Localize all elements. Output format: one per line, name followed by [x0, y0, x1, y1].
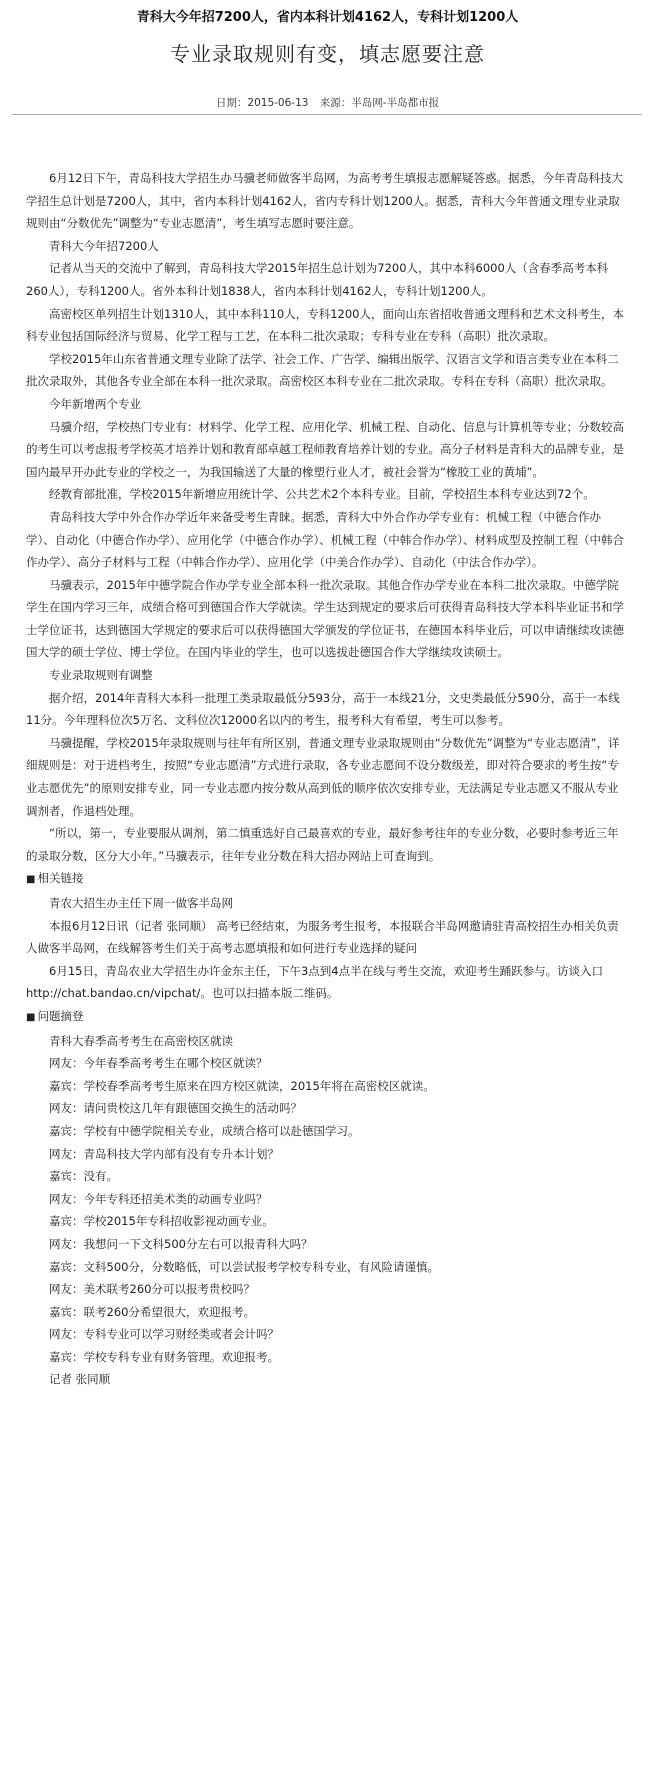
article-paragraph: 6月12日下午，青岛科技大学招生办马骥老师做客半岛网，为高考考生填报志愿解疑答惑。据悉，今年青岛科技大学招生总计划是7200人，其中，省内本科计划4162人，省内专科计划1200人。据悉，青科大今年普通文理专业录取规则由“分数优先”调整为“专业志愿清”，考生填写志愿时要注意。	[26, 171, 623, 231]
article-source: 来源：半岛网-半岛都市报	[319, 97, 440, 109]
article-kicker: 青科大今年招7200人，省内本科计划4162人，专科计划1200人	[136, 10, 519, 25]
article-paragraph: 马骥表示，2015年中德学院合作办学专业全部本科一批次录取。其他合作办学专业在本科二批次录取。中德学院学生在国内学习三年，成绩合格可到德国合作大学就读。学生达到规定的要求后可获得青岛科技大学本科毕业证书和学士学位证书，达到德国大学规定的要求后可以获得德国大学颁发的学位证书，在德国本科毕业后，可以申请继续攻读德国大学的硕士学位、博士学位。在国内毕业的学生，也可以选拔赴德国合作大学继续攻读硕士。	[26, 577, 624, 660]
article-body	[26, 167, 624, 1391]
subheading-or-line: 嘉宾：文科500分，分数略低，可以尝试报考学校专科专业，有风险请谨慎。	[49, 1259, 439, 1274]
article-paragraph: 本报6月12日讯（记者 张同顺） 高考已经结束，为服务考生报考，本报联合半岛网邀请驻青高校招生办相关负责人做客半岛网，在线解答考生们关于高考志愿填报和如何进行专业选择的疑问	[26, 918, 619, 956]
article-paragraph: 马骥提醒，学校2015年录取规则与往年有所区别，普通文理专业录取规则由“分数优先”调整为“专业志愿清”，详细规则是：对于进档考生，按照“专业志愿清”方式进行录取，各专业志愿间不设分数级差，即对符合要求的考生按“专业志愿优先”的原则安排专业，同一专业志愿内按分数从高到低的顺序依次安排专业，无法满足专业志愿又不服从专业调剂者，作退档处理。	[26, 735, 620, 818]
header-divider	[12, 114, 642, 115]
article-paragraph: 高密校区单列招生计划1310人，其中本科110人，专科1200人，面向山东省招收普通文理科和艺术文科考生，本科专业包括国际经济与贸易、化学工程与工艺，在本科二批次录取；专科专业在专科（高职）批次录取。	[26, 306, 624, 344]
subheading-or-line: 嘉宾：学校有中德学院相关专业，成绩合格可以赴德国学习。	[49, 1123, 360, 1138]
article-paragraph: 青岛科技大学中外合作办学近年来备受考生青睐。据悉，青科大中外合作办学专业有：机械工程（中德合作办学）、自动化（中德合作办学）、应用化学（中德合作办学）、机械工程（中韩合作办学）、材料成型及控制工程（中韩合作办学）、高分子材料与工程（中韩合作办学）、应用化学（中美合作办学）、自动化（中法合作办学）。	[26, 509, 624, 570]
subheading-or-line: 网友：今年春季高考考生在哪个校区就读？	[49, 1056, 268, 1071]
article-paragraph: 经教育部批准，学校2015年新增应用统计学、公共艺术2个本科专业。目前，学校招生本科专业达到72个。	[49, 487, 595, 502]
subheading-or-line: 嘉宾：学校春季高考考生原来在四方校区就读，2015年将在高密校区就读。	[49, 1078, 435, 1093]
subheading-or-line: 专业录取规则有调整	[49, 668, 153, 683]
article-paragraph: 马骥介绍，学校热门专业有：材料学、化学工程、应用化学、机械工程、自动化、信息与计算机等专业；分数较高的考生可以考虑报考学校英才培养计划和教育部卓越工程师教育培养计划的专业。高分子材料是青科大的品牌专业，是国内最早开办此专业的学校之一，为我国输送了大量的橡塑行业人才，被社会誉为“橡胶工业的黄埔”。	[26, 419, 624, 479]
article-date: 日期：2015-06-13	[215, 97, 309, 109]
subheading-or-line: 网友：美术联考260分可以报考贵校吗？	[49, 1282, 255, 1297]
subheading-or-line: 网友：请问贵校这几年有跟德国交换生的活动吗？	[49, 1101, 302, 1116]
article-paragraph: 记者从当天的交流中了解到，青岛科技大学2015年招生总计划为7200人，其中本科6000人（含春季高考本科260人），专科1200人。省外本科计划1838人，省内本科计划4162人，专科计划1200人。	[26, 261, 609, 298]
subheading-or-line: 嘉宾：学校2015年专科招收影视动画专业。	[49, 1214, 274, 1229]
subheading-or-line: 网友：我想问一下文科500分左右可以报青科大吗？	[49, 1236, 313, 1251]
subheading-or-line: 青科大今年招7200人	[49, 238, 159, 253]
section-heading: ■ 相关链接	[26, 867, 624, 892]
subheading-or-line: 网友：青岛科技大学内部有没有专升本计划？	[49, 1146, 279, 1161]
subheading-or-line: 嘉宾：没有。	[49, 1169, 118, 1184]
article-paragraph: “所以，第一，专业要服从调剂，第二慎重选好自己最喜欢的专业，最好参考往年的专业分数，必要时参考近三年的录取分数，区分大小年。”马骥表示，往年专业分数在科大招办网站上可查询到。	[26, 826, 619, 863]
article-paragraph: 学校2015年山东省普通文理专业除了法学、社会工作、广告学、编辑出版学、汉语言文学和语言类专业在本科二批次录取外，其他各专业全部在本科一批次录取。高密校区本科专业在二批次录取。专科在专科（高职）批次录取。	[26, 351, 619, 389]
subheading-or-line: 青农大招生办主任下周一做客半岛网	[49, 896, 233, 910]
subheading-or-line: 青科大春季高考考生在高密校区就读	[49, 1033, 233, 1048]
subheading-or-line: 网友：今年专科还招美术类的动画专业吗？	[49, 1191, 268, 1206]
subheading-or-line: 嘉宾：学校专科专业有财务管理。欢迎报考。	[49, 1349, 279, 1364]
article-paragraph: 6月15日，青岛农业大学招生办许金东主任，下午3点到4点半在线与考生交流，欢迎考生踊跃参与。访谈入口http://chat.bandao.cn/vipchat/。也可以扫描本版二维码。	[26, 963, 604, 1001]
article-headline: 专业录取规则有变，填志愿要注意	[170, 42, 485, 66]
subheading-or-line: 嘉宾：联考260分希望很大，欢迎报考。	[49, 1304, 255, 1319]
subheading-or-line: 网友：专科专业可以学习财经类或者会计吗？	[49, 1327, 279, 1342]
article-meta	[0, 95, 655, 110]
section-heading: ■ 问题摘登	[26, 1005, 624, 1030]
subheading-or-line: 今年新增两个专业	[49, 396, 141, 411]
article-paragraph: 据介绍，2014年青科大本科一批理工类录取最低分593分，高于一本线21分，文史类最低分590分，高于一本线11分。今年理科位次5万名、文科位次12000名以内的考生，报考科大有希望，考生可以参考。	[26, 690, 620, 728]
subheading-or-line: 记者 张同顺	[49, 1372, 111, 1387]
